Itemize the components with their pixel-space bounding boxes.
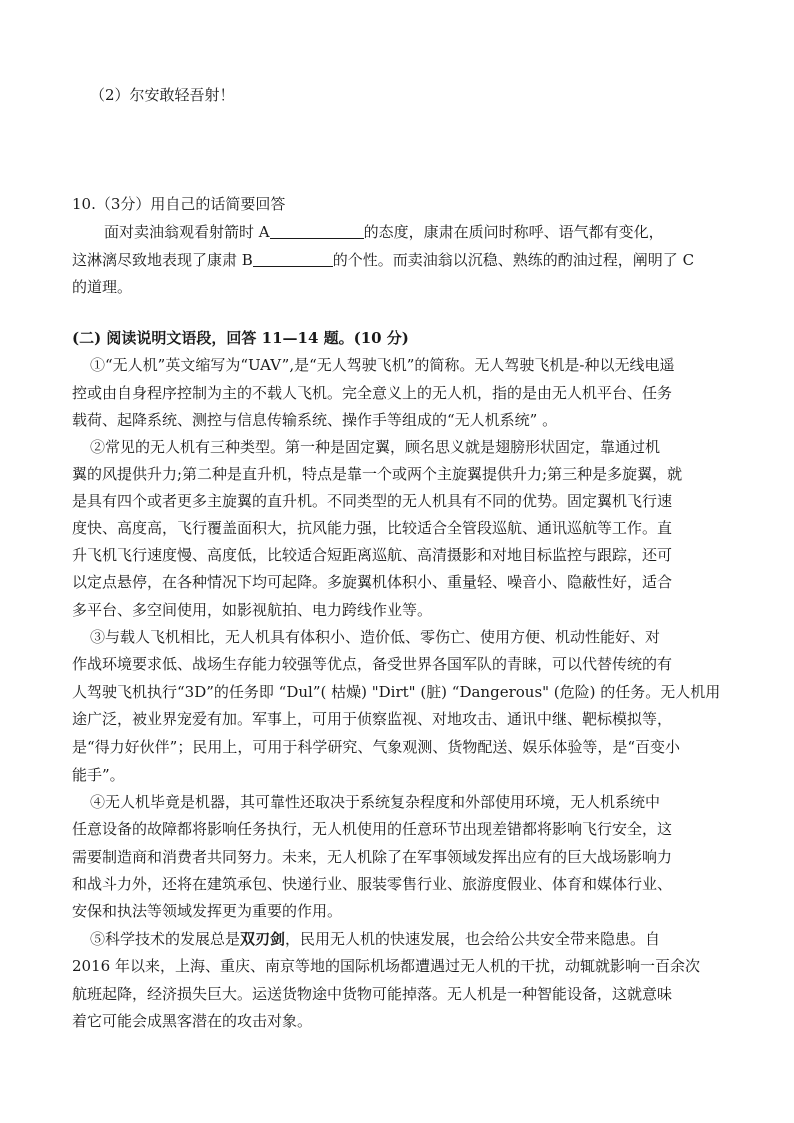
paragraph-2-line: 多平台、多空间使用，如影视航拍、电力跨线作业等。 bbox=[72, 601, 433, 619]
paragraph-2-line: 度快、高度高，飞行覆盖面积大，抗风能力强，比较适合全管段巡航、通讯巡航等工作。直 bbox=[72, 519, 673, 537]
paragraph-3-line: 人驾驶飞机执行“3D”的任务即 “Dul”( 枯燥) "Dirt" (脏) “Dangerous" (危险) 的任务。无人机用 bbox=[72, 683, 721, 701]
q10-line2-post: 的个性。而卖油翁以沉稳、熟练的酌油过程，阐明了 C bbox=[332, 251, 695, 269]
question-10-line-1 bbox=[104, 218, 724, 246]
section-2-header: (二) 阅读说明文语段，回答 11—14 题。(10 分) bbox=[72, 329, 409, 347]
paragraph-5-line: 着它可能会成黑客潜在的攻击对象。 bbox=[72, 1012, 313, 1030]
answer-blank-a[interactable] bbox=[270, 222, 364, 239]
paragraph-5-line bbox=[90, 925, 724, 953]
paragraph-1-line: ①“无人机”英文缩写为“UAV”,是“无人驾驶飞机”的简称。无人驾驶飞机是-种以无线电遥 bbox=[90, 356, 675, 374]
p5-pre: ⑤科学技术的发展总是 bbox=[90, 930, 241, 948]
paragraph-1-line: 控或由自身程序控制为主的不载人飞机。完全意义上的无人机，指的是由无人机平台、任务 bbox=[72, 384, 673, 402]
paragraph-2-line: 升飞机飞行速度慢、高度低，比较适合短距离巡航、高清摄影和对地目标监控与跟踪，还可 bbox=[72, 546, 673, 564]
question-9-item-2: （2）尔安敢轻吾射！ bbox=[90, 86, 235, 104]
paragraph-5-line: 航班起降，经济损失巨大。运送货物途中货物可能掉落。无人机是一种智能设备，这就意味 bbox=[72, 985, 673, 1003]
paragraph-3-line: 途广泛，被业界宠爱有加。军事上，可用于侦察监视、对地攻击、通讯中继、靶标模拟等， bbox=[72, 710, 673, 728]
paragraph-2-line: 以定点悬停，在各种情况下均可起降。多旋翼机体积小、重量轻、噪音小、隐蔽性好，适合 bbox=[72, 573, 673, 591]
question-10-line-3: 的道理。 bbox=[72, 278, 133, 296]
paragraph-3-line: 作战环境要求低、战场生存能力较强等优点，备受世界各国军队的青睐，可以代替传统的有 bbox=[72, 655, 673, 673]
paragraph-1-line: 载荷、起降系统、测控与信息传输系统、操作手等组成的“无人机系统” 。 bbox=[72, 411, 558, 429]
q10-line1-post: 的态度，康肃在质问时称呼、语气都有变化， bbox=[363, 223, 664, 241]
paragraph-4-line: 任意设备的故障都将影响任务执行，无人机使用的任意环节出现差错都将影响飞行安全，这 bbox=[72, 820, 673, 838]
paragraph-4-line: 需要制造商和消费者共同努力。未来，无人机除了在军事领域发挥出应有的巨大战场影响力 bbox=[72, 848, 673, 866]
p5-post: ，民用无人机的快速发展，也会给公共安全带来隐患。自 bbox=[285, 930, 661, 948]
paragraph-3-line: ③与载人飞机相比，无人机具有体积小、造价低、零伤亡、使用方便、机动性能好、对 bbox=[90, 628, 661, 646]
question-10-line-2 bbox=[72, 246, 724, 274]
paragraph-2-line: 是具有四个或者更多主旋翼的直升机。不同类型的无人机具有不同的优势。固定翼机飞行速 bbox=[72, 492, 673, 510]
paragraph-5-line: 2016 年以来，上海、重庆、南京等地的国际机场都遭遇过无人机的干扰，动辄就影响一百余次 bbox=[72, 957, 700, 975]
q10-line2-pre: 这淋漓尽致地表现了康肃 B bbox=[72, 251, 253, 269]
paragraph-2-line: 翼的风提供升力;第二种是直升机，特点是靠一个或两个主旋翼提供升力;第三种是多旋翼，就 bbox=[72, 465, 683, 483]
paragraph-4-line: 安保和执法等领域发挥更为重要的作用。 bbox=[72, 902, 343, 920]
answer-blank-b[interactable] bbox=[253, 250, 333, 267]
paragraph-4-line: 和战斗力外，还将在建筑承包、快递行业、服装零售行业、旅游度假业、体育和媒体行业、 bbox=[72, 875, 673, 893]
q10-line1-pre: 面对卖油翁观看射箭时 A bbox=[104, 223, 270, 241]
paragraph-3-line: 能手”。 bbox=[72, 766, 125, 784]
p5-bold-term: 双刃剑 bbox=[240, 930, 286, 948]
paragraph-4-line: ④无人机毕竟是机器，其可靠性还取决于系统复杂程度和外部使用环境，无人机系统中 bbox=[90, 793, 661, 811]
paragraph-2-line: ②常见的无人机有三种类型。第一种是固定翼，顾名思义就是翅膀形状固定，靠通过机 bbox=[90, 438, 661, 456]
paragraph-3-line: 是“得力好伙伴”；民用上，可用于科学研究、气象观测、货物配送、娱乐体验等，是“百变小 bbox=[72, 738, 681, 756]
question-10-header: 10.（3分）用自己的话简要回答 bbox=[72, 195, 286, 213]
